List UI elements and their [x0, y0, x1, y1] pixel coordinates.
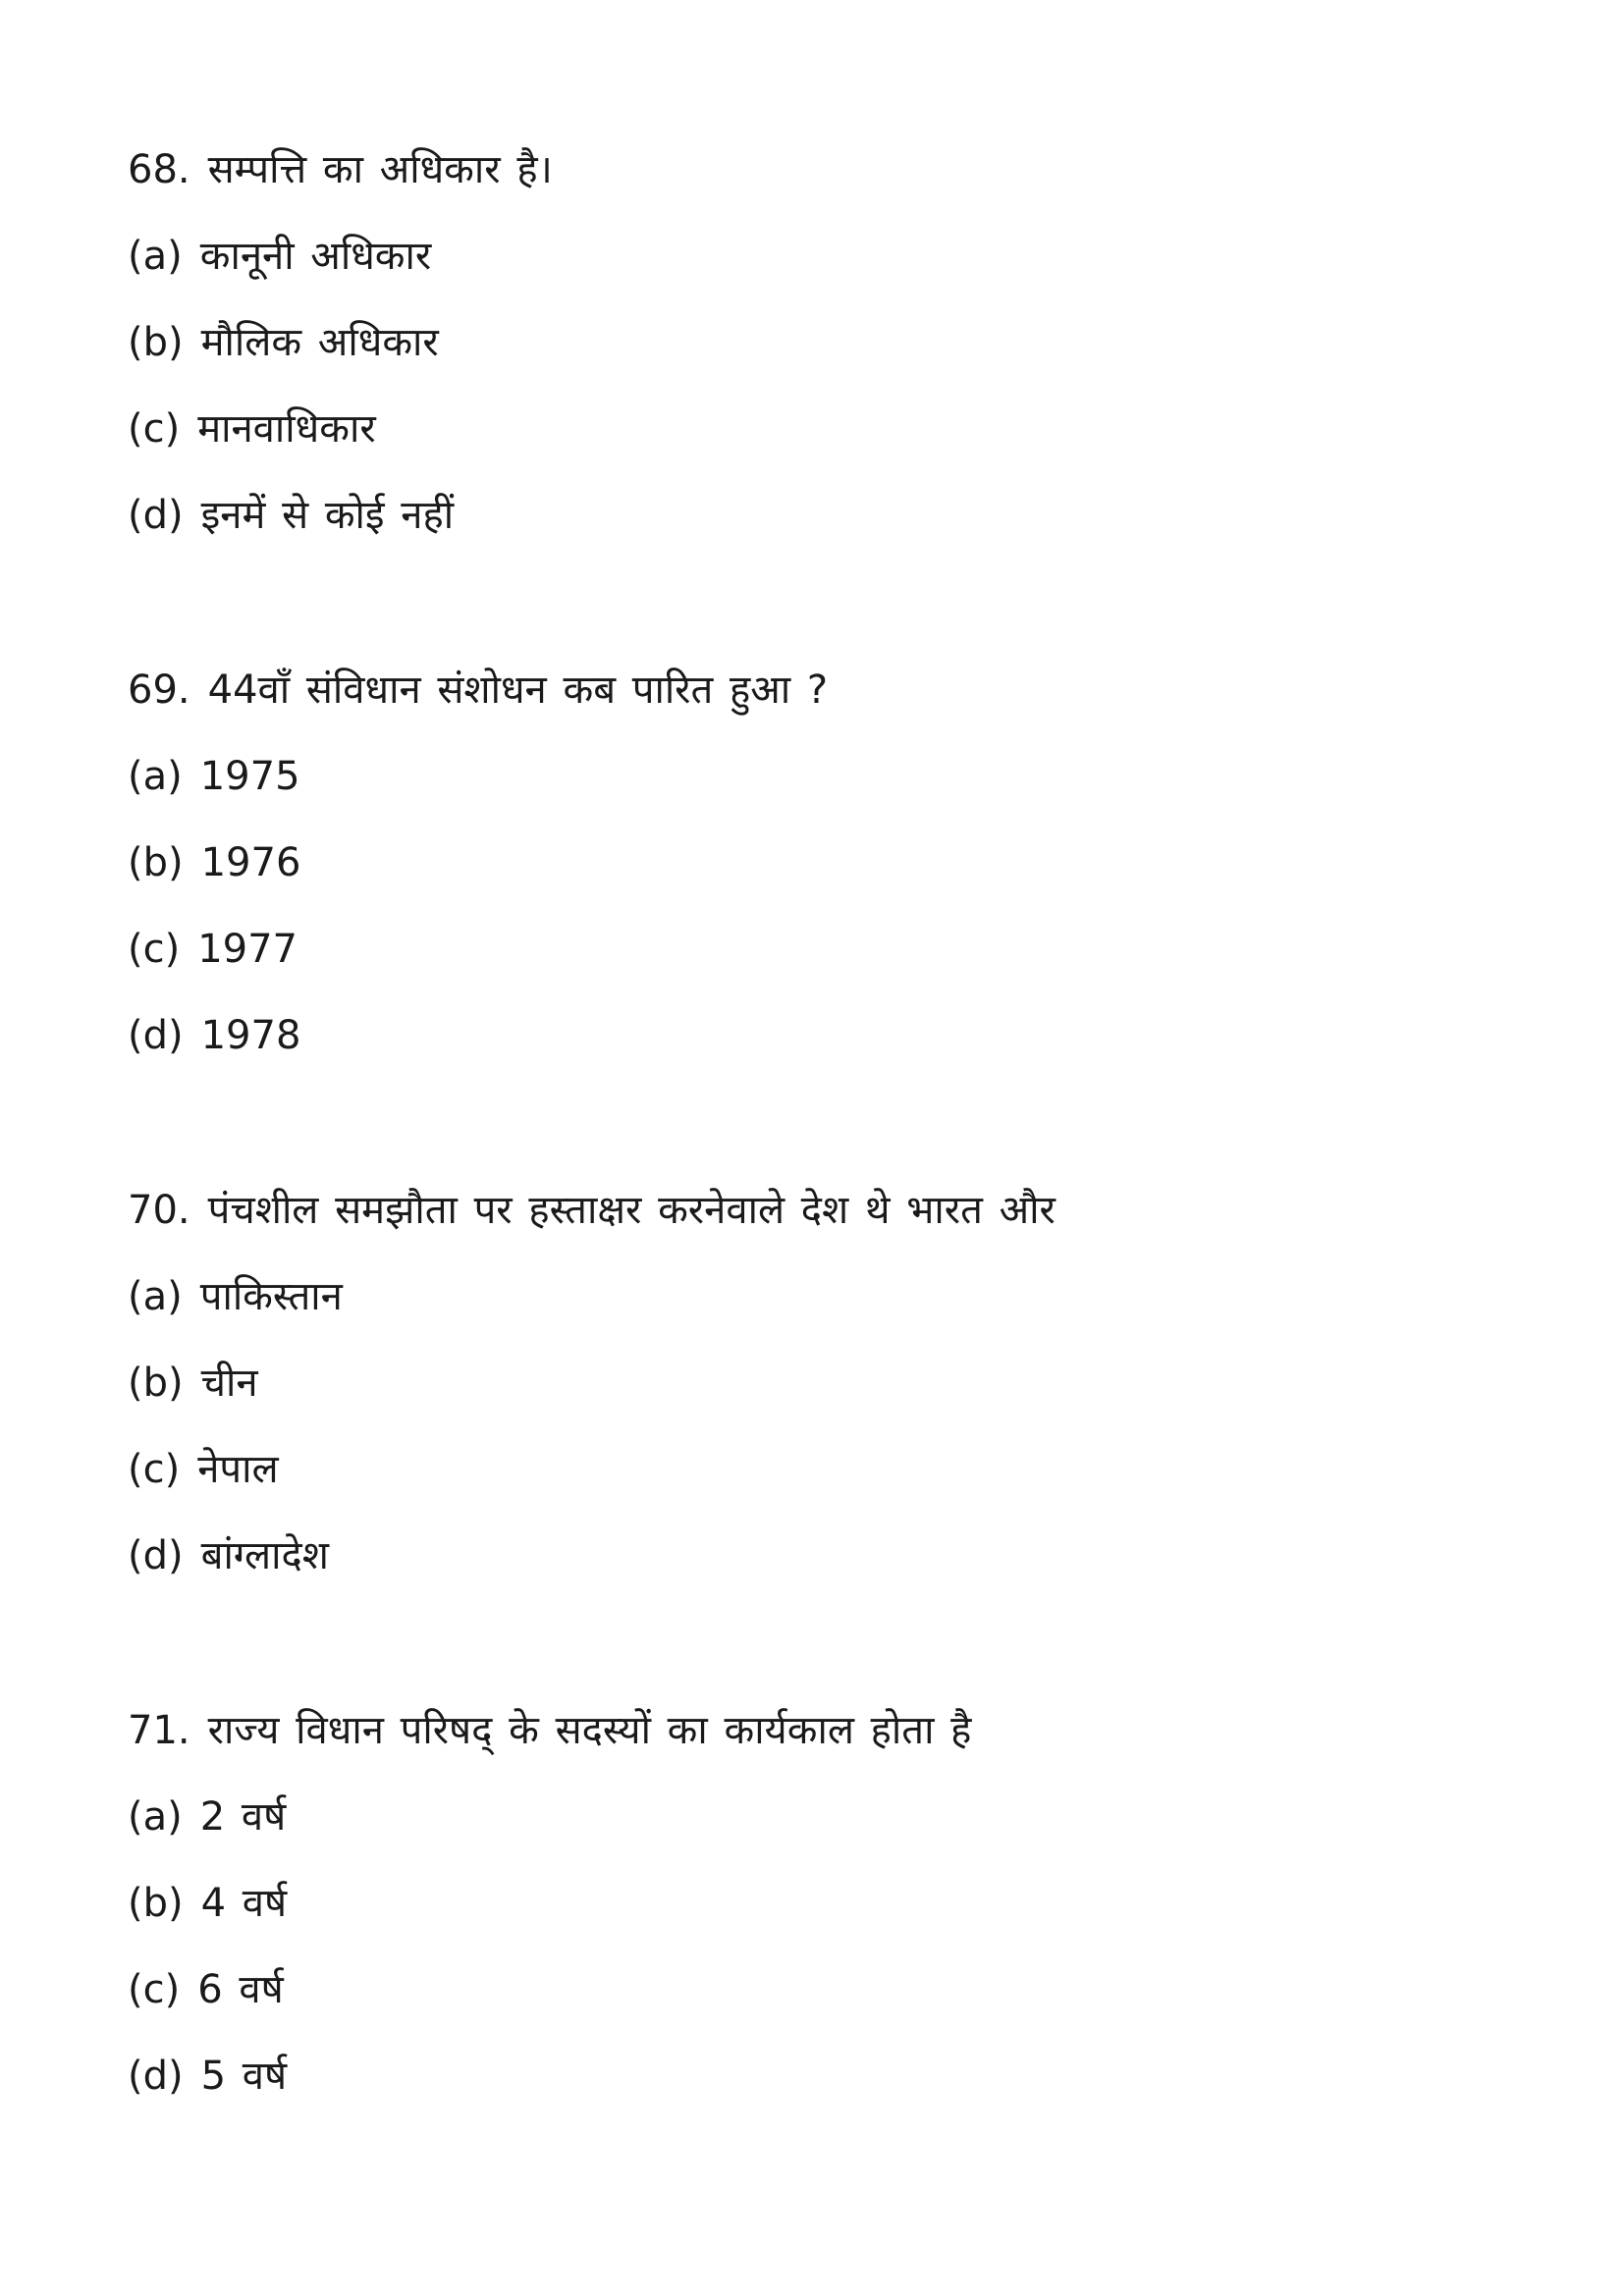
option-letter: (b)	[128, 320, 184, 365]
option-text: 5 वर्ष	[200, 2054, 288, 2099]
question-number: 70.	[128, 1188, 190, 1233]
question-number: 68.	[128, 147, 190, 192]
option-a	[128, 229, 1542, 315]
option-text: मानवाधिकार	[197, 406, 376, 452]
option-a	[128, 749, 1542, 835]
question-68	[128, 142, 1542, 574]
option-c	[128, 401, 1542, 488]
question-number: 71.	[128, 1708, 190, 1753]
option-letter: (a)	[128, 1274, 183, 1319]
question-stem	[128, 1703, 1542, 1789]
option-letter: (c)	[128, 1447, 181, 1492]
option-a	[128, 1269, 1542, 1356]
question-text: सम्पत्ति का अधिकार है।	[207, 147, 553, 192]
option-text: 1975	[199, 754, 300, 799]
option-d	[128, 1008, 1542, 1095]
option-text: 1978	[200, 1013, 301, 1058]
option-b	[128, 835, 1542, 922]
option-a	[128, 1789, 1542, 1876]
option-text: चीन	[200, 1361, 258, 1406]
option-letter: (d)	[128, 1013, 184, 1058]
question-number: 69.	[128, 667, 190, 713]
option-b	[128, 315, 1542, 401]
question-text: 44वाँ संविधान संशोधन कब पारित हुआ ?	[207, 667, 829, 713]
option-text: मौलिक अधिकार	[200, 320, 439, 365]
question-stem	[128, 142, 1542, 229]
option-text: 2 वर्ष	[199, 1794, 287, 1840]
option-text: कानूनी अधिकार	[199, 234, 432, 279]
option-text: पाकिस्तान	[199, 1274, 343, 1319]
question-stem	[128, 1183, 1542, 1269]
option-c	[128, 1442, 1542, 1528]
option-text: 1977	[197, 927, 298, 972]
question-text: राज्य विधान परिषद् के सदस्यों का कार्यकाल होता है	[207, 1708, 972, 1753]
option-text: 1976	[200, 840, 301, 885]
option-letter: (b)	[128, 840, 184, 885]
option-letter: (a)	[128, 1794, 183, 1840]
option-text: इनमें से कोई नहीं	[200, 493, 455, 538]
question-69	[128, 663, 1542, 1095]
option-b	[128, 1356, 1542, 1442]
option-text: 6 वर्ष	[197, 1967, 284, 2012]
option-c	[128, 1962, 1542, 2049]
option-letter: (d)	[128, 1533, 184, 1578]
option-text: 4 वर्ष	[200, 1881, 288, 1926]
option-letter: (c)	[128, 406, 181, 452]
option-letter: (b)	[128, 1881, 184, 1926]
option-letter: (d)	[128, 493, 184, 538]
question-71	[128, 1703, 1542, 2135]
option-letter: (c)	[128, 927, 181, 972]
option-letter: (c)	[128, 1967, 181, 2012]
option-text: नेपाल	[197, 1447, 279, 1492]
option-text: बांग्लादेश	[200, 1533, 329, 1578]
question-70	[128, 1183, 1542, 1615]
question-stem	[128, 663, 1542, 749]
option-d	[128, 488, 1542, 574]
option-letter: (a)	[128, 754, 183, 799]
question-text: पंचशील समझौता पर हस्ताक्षर करनेवाले देश थे भारत और	[207, 1188, 1056, 1233]
option-letter: (b)	[128, 1361, 184, 1406]
option-d	[128, 1528, 1542, 1615]
option-d	[128, 2049, 1542, 2135]
option-b	[128, 1876, 1542, 1962]
option-letter: (a)	[128, 234, 183, 279]
option-c	[128, 922, 1542, 1008]
option-letter: (d)	[128, 2054, 184, 2099]
